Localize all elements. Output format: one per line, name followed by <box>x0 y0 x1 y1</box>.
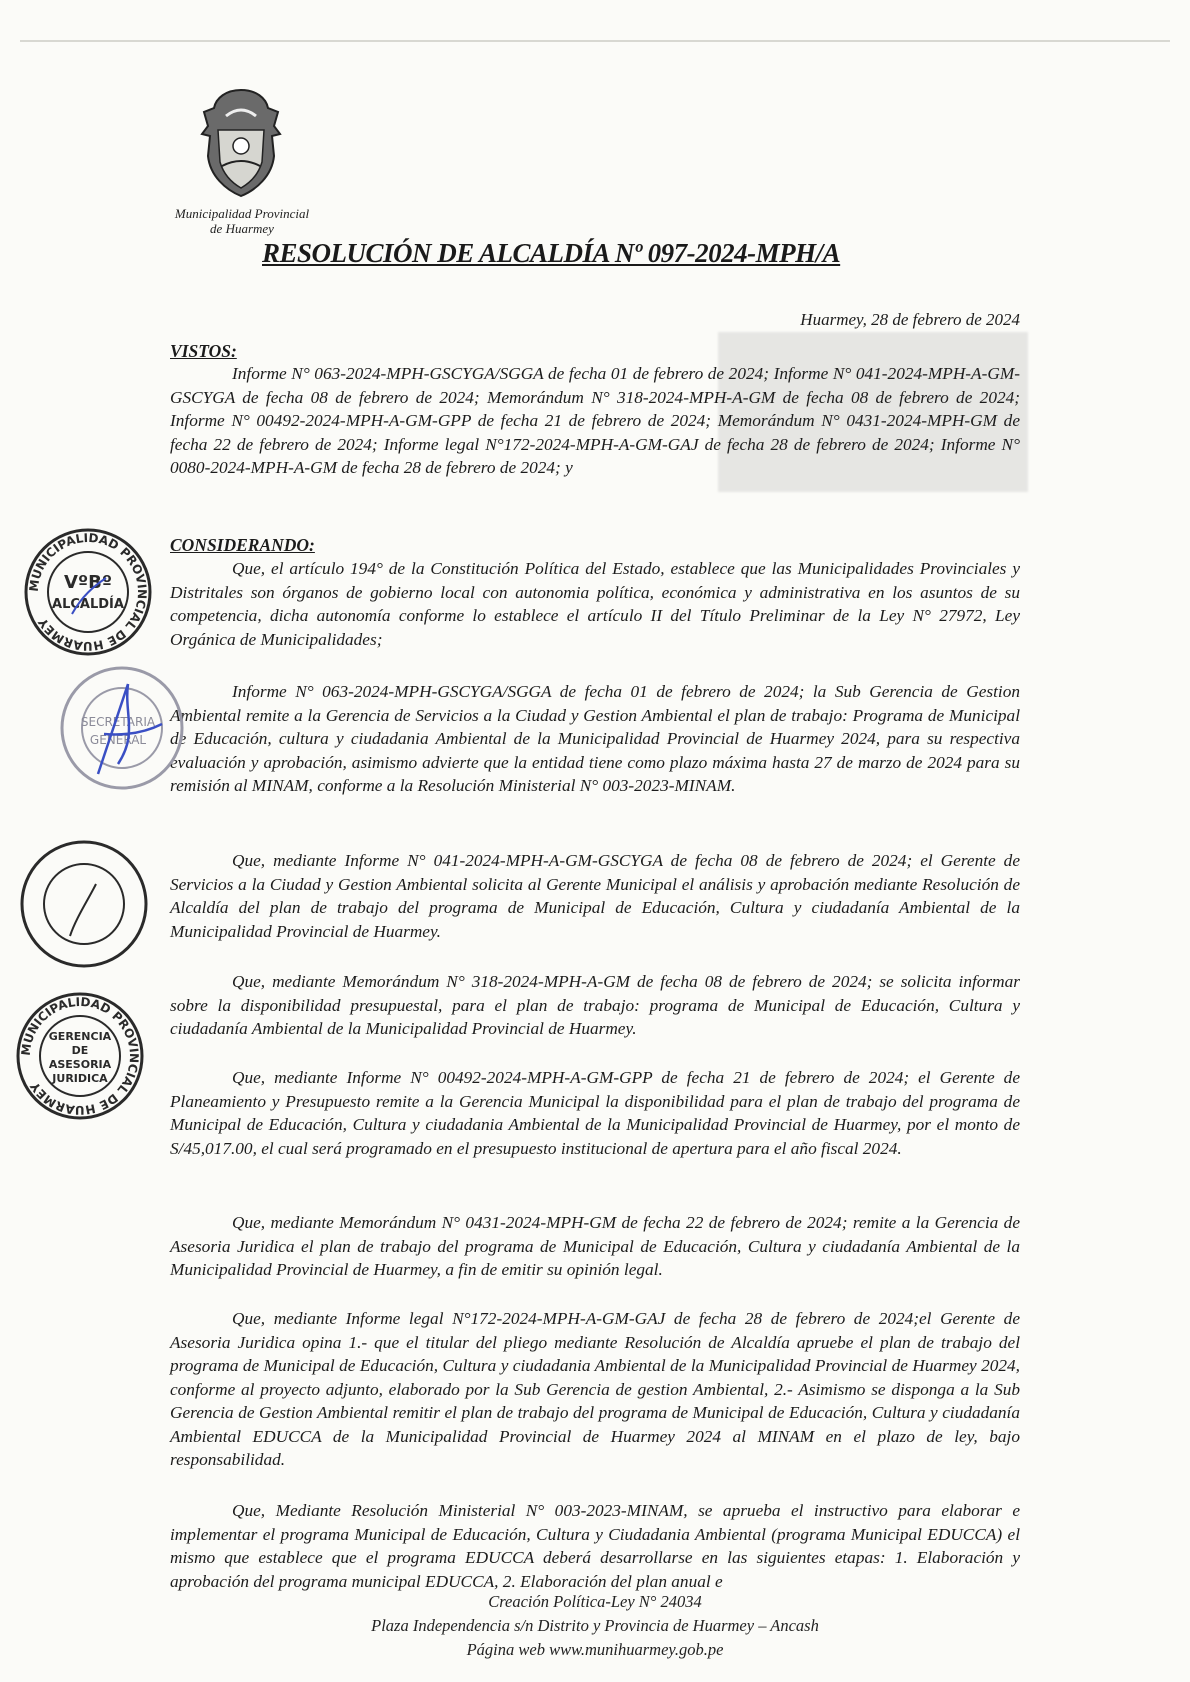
municipality-line-2: de Huarmey <box>210 221 274 236</box>
considerando-paragraph-3: Que, mediante Informe N° 041-2024-MPH-A-GM-GSCYGA de fecha 08 de febrero de 2024; el Gerente de Servicios a la Ciudad y Gestion Ambiental solicita al Gerente Municipal el análisis y aprobación mediante Resolución de Alcaldía del plan de trabajo del programa de Municipal de Educación, Cultura y ciudadanía Ambiental de la Municipalidad Provincial de Huarmey. <box>170 851 1020 941</box>
municipality-line-1: Municipalidad Provincial <box>174 206 310 221</box>
vistos-text: Informe N° 063-2024-MPH-GSCYGA/SGGA de fecha 01 de febrero de 2024; Informe N° 041-2024-MPH-A-GM-GSCYGA de fecha 08 de febrero de 2024; Memorándum N° 318-2024-MPH-A-GM de fecha 08 de febrero de 2024; Informe N° 00492-2024-MPH-A-GM-GPP de fecha 21 de febrero de 2024; Memorándum N° 0431-2024-MPH-GM de fecha 22 de febrero de 2024; Informe legal N°172-2024-MPH-A-GM-GAJ de fecha 28 de febrero de 2024; Informe N° 0080-2024-MPH-A-GM de fecha 28 de febrero de 2024; y <box>170 364 1020 477</box>
svg-text:ALCALDÍA: ALCALDÍA <box>52 597 124 612</box>
considerando-heading: CONSIDERANDO: <box>170 535 315 555</box>
considerando-paragraph-6: Que, mediante Memorándum N° 0431-2024-MPH-GM de fecha 22 de febrero de 2024; remite a la Gerencia de Asesoria Juridica el plan de trabajo del programa de Municipal de Educación, Cultura y ciudadanía Ambiental de la Municipalidad Provincial de Huarmey, a fin de emitir su opinión legal. <box>170 1213 1020 1279</box>
considerando-paragraph-5: Que, mediante Informe N° 00492-2024-MPH-A-GM-GPP de fecha 21 de febrero de 2024; el Gerente de Planeamiento y Presupuesto remite a la Gerencia Municipal la disponibilidad para el plan de trabajo del programa de Municipal de Educación, Cultura y ciudadania Ambiental de la Municipalidad Provincial de Huarmey, por el monto de S/45,017.00, el cual será programado en el presupuesto institucional de apertura para el año fiscal 2024. <box>170 1068 1020 1158</box>
asesoria-juridica-stamp <box>14 990 146 1122</box>
vistos-heading: VISTOS: <box>170 341 237 361</box>
svg-text:GENERAL: GENERAL <box>89 733 147 747</box>
municipality-name <box>152 206 332 236</box>
municipal-crest-logo <box>196 86 286 198</box>
svg-text:JURIDICA: JURIDICA <box>52 1072 108 1085</box>
considerando-paragraph-1: Que, el artículo 194° de la Constitución Política del Estado, establece que las Municipalidades Provinciales y Distritales son órganos de gobierno local con autonomia política, económica y administrativa en los asuntos de su competencia, dicha autonomía conforme lo establece el artículo II del Título Preliminar de la Ley N° 27972, Ley Orgánica de Municipalidades; <box>170 559 1020 649</box>
secretaria-general-stamp <box>58 664 186 792</box>
alcaldia-approval-stamp <box>22 526 154 658</box>
footer-address-line: Plaza Independencia s/n Distrito y Provincia de Huarmey – Ancash <box>371 1616 819 1635</box>
svg-text:SECRETARIA: SECRETARIA <box>80 715 156 729</box>
svg-text:MUNICIPALIDAD PROVINCIAL DE HU: MUNICIPALIDAD PROVINCIAL DE HUARMEY <box>26 530 150 654</box>
considerando-paragraph-8: Que, Mediante Resolución Ministerial N° 003-2023-MINAM, se aprueba el instructivo para elaborar e implementar el programa Municipal de Educación, Cultura y Ciudadania Ambiental (programa Municipal EDUCCA) el mismo que establece que el programa EDUCCA deberá desarrollarse en las siguientes etapas: 1. Elaboración y aprobación del programa municipal EDUCCA, 2. Elaboración del plan anual e <box>170 1501 1020 1591</box>
svg-text:GERENCIA: GERENCIA <box>48 1030 112 1043</box>
gerente-municipal-stamp <box>18 838 150 970</box>
considerando-paragraph-2: Informe N° 063-2024-MPH-GSCYGA/SGGA de fecha 01 de febrero de 2024; la Sub Gerencia de Gestion Ambiental remite a la Gerencia de Servicios a la Ciudad y Gestion Ambiental el plan de trabajo: Programa de Municipal de Educación, cultura y ciudadania Ambiental de la Municipalidad Provincial de Huarmey 2024, para su respectiva evaluación y aprobación, asimismo advierte que la entidad tiene como plazo máxima hasta 27 de marzo de 2024 para su remisión al MINAM, conforme a la Resolución Ministerial N° 003-2023-MINAM. <box>170 682 1020 795</box>
svg-text:VºBº: VºBº <box>64 572 112 593</box>
considerando-paragraph-4: Que, mediante Memorándum N° 318-2024-MPH-A-GM de fecha 08 de febrero de 2024; se solicita informar sobre la disponibilidad presupuestal, para el plan de trabajo: programa de Municipal de Educación, Cultura y ciudadanía Ambiental de la Municipalidad Provincial de Huarmey. <box>170 972 1020 1038</box>
resolution-date: Huarmey, 28 de febrero de 2024 <box>800 310 1020 329</box>
scan-edge-line <box>20 40 1170 42</box>
svg-text:MUNICIPALIDAD PROVINCIAL DE HU: MUNICIPALIDAD PROVINCIAL DE HUARMEY <box>18 994 142 1118</box>
signature-scribble <box>98 684 162 774</box>
document-footer <box>0 1590 1190 1662</box>
footer-website-line: Página web www.munihuarmey.gob.pe <box>466 1640 724 1659</box>
svg-text:ASESORIA: ASESORIA <box>48 1058 112 1071</box>
considerando-paragraph-7: Que, mediante Informe legal N°172-2024-MPH-A-GM-GAJ de fecha 28 de febrero de 2024;el Gerente de Asesoria Juridica opina 1.- que el titular del pliego mediante Resolución de Alcaldía apruebe el plan de trabajo del programa de Municipal de Educación, Cultura y ciudadania Ambiental de la Municipalidad Provincial de Huarmey 2024, conforme al proyecto adjunto, elaborado por la Sub Gerencia de gestion Ambiental, 2.- Asimismo se disponga a la Sub Gerencia de Gestion Ambiental remitir el plan de trabajo del programa de Municipal de Educación, Cultura y ciudadanía Ambiental EDUCCA de la Municipalidad Provincial de Huarmey 2024 al MINAM en el plazo de ley, bajo responsabilidad. <box>170 1309 1020 1469</box>
footer-law-line: Creación Política-Ley N° 24034 <box>488 1592 702 1611</box>
resolution-title: RESOLUCIÓN DE ALCALDÍA Nº 097-2024-MPH/A <box>262 238 841 268</box>
svg-text:DE: DE <box>71 1044 89 1057</box>
